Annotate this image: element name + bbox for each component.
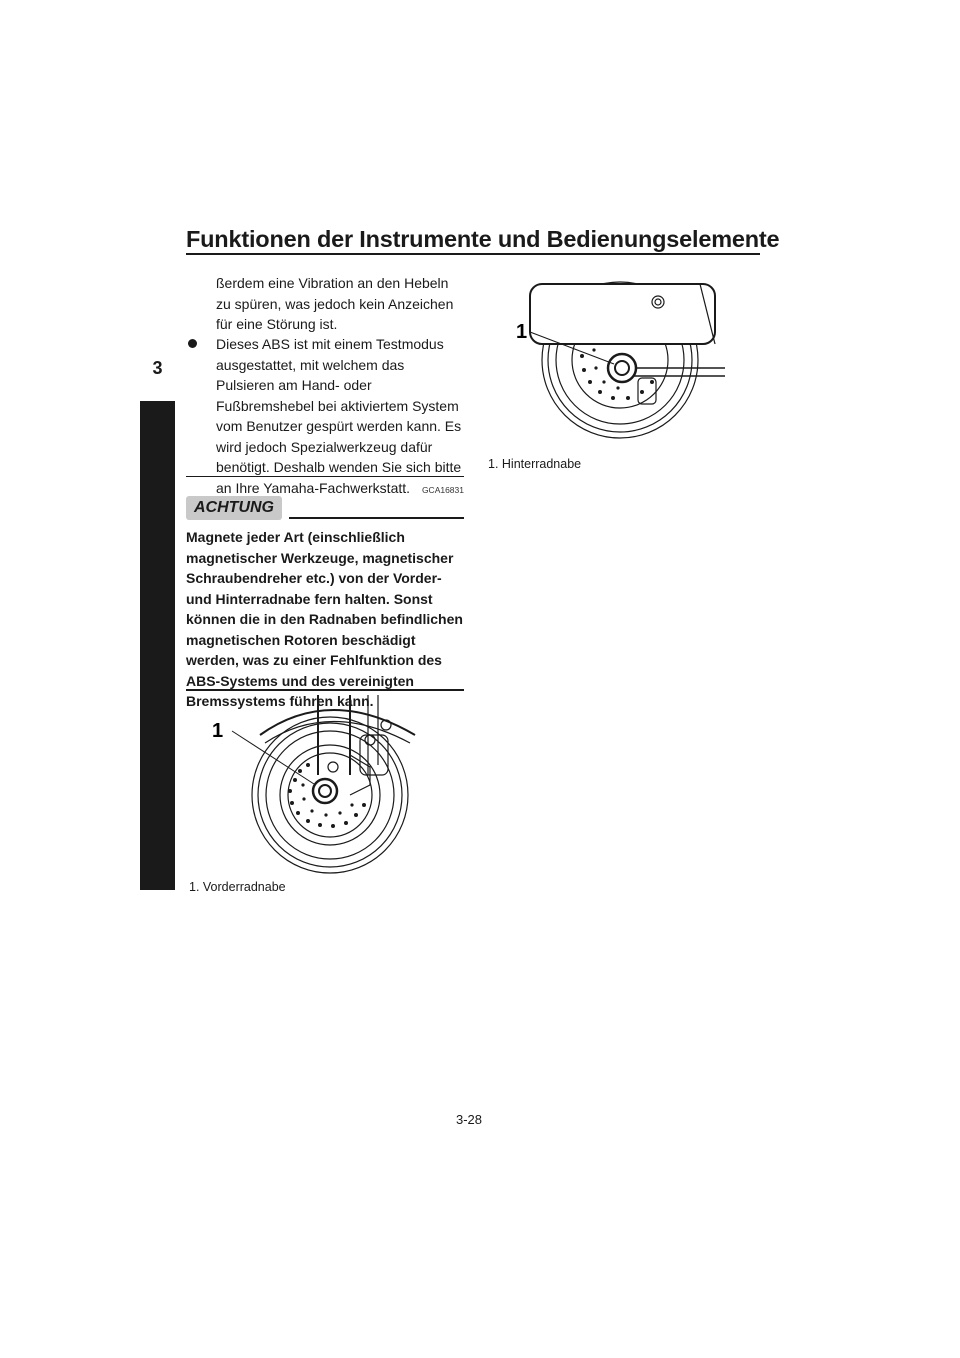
rear-wheel-illustration (510, 270, 730, 450)
front-figure-caption: 1. Vorderradnabe (189, 880, 286, 894)
page-number: 3-28 (456, 1112, 483, 1127)
chapter-tab (140, 401, 175, 890)
rear-figure-caption: 1. Hinterradnabe (488, 457, 582, 471)
front-callout-number: 1 (212, 720, 224, 742)
notice-rule (289, 517, 464, 519)
notice-code: GCA16831 (421, 485, 464, 495)
chapter-number: 3 (152, 358, 163, 378)
rear-callout-number: 1 (516, 321, 528, 343)
continuation-paragraph: ßerdem eine Vibration an den Hebeln zu spüren, was jedoch kein Anzeichen für eine Störung ist. (216, 275, 454, 332)
notice-end-rule (186, 689, 464, 691)
bullet-item (186, 334, 466, 498)
notice-badge: ACHTUNG (186, 496, 282, 520)
bullet-dot (188, 339, 197, 348)
front-wheel-illustration (200, 695, 430, 875)
bullet-text: Dieses ABS ist mit einem Testmodus ausgestattet, mit welchem das Pulsieren am Hand- oder Fußbremshebel bei aktiviertem System vom Benutzer gespürt werden kann. Es wird jedoch Spezialwerkzeug dafür benötigt. Deshalb wenden Sie sich bitte an Ihre Yamaha-Fachwerkstatt. (216, 336, 462, 496)
divider (186, 476, 464, 477)
notice-body: Magnete jeder Art (einschließlich magnetischer Werkzeuge, magnetischer Schraubendreher etc.) von der Vorder- und Hinterradnabe fern halten. Sonst können die in den Radnaben befindlichen magnetischen Rotoren beschädigt werden, was zu einer Fehlfunktion des ABS-Systems und des vereinigten Bremssystems führen kann. (186, 529, 463, 709)
header-rule (186, 253, 760, 255)
page-header-title: Funktionen der Instrumente und Bedienungselemente (186, 226, 780, 252)
